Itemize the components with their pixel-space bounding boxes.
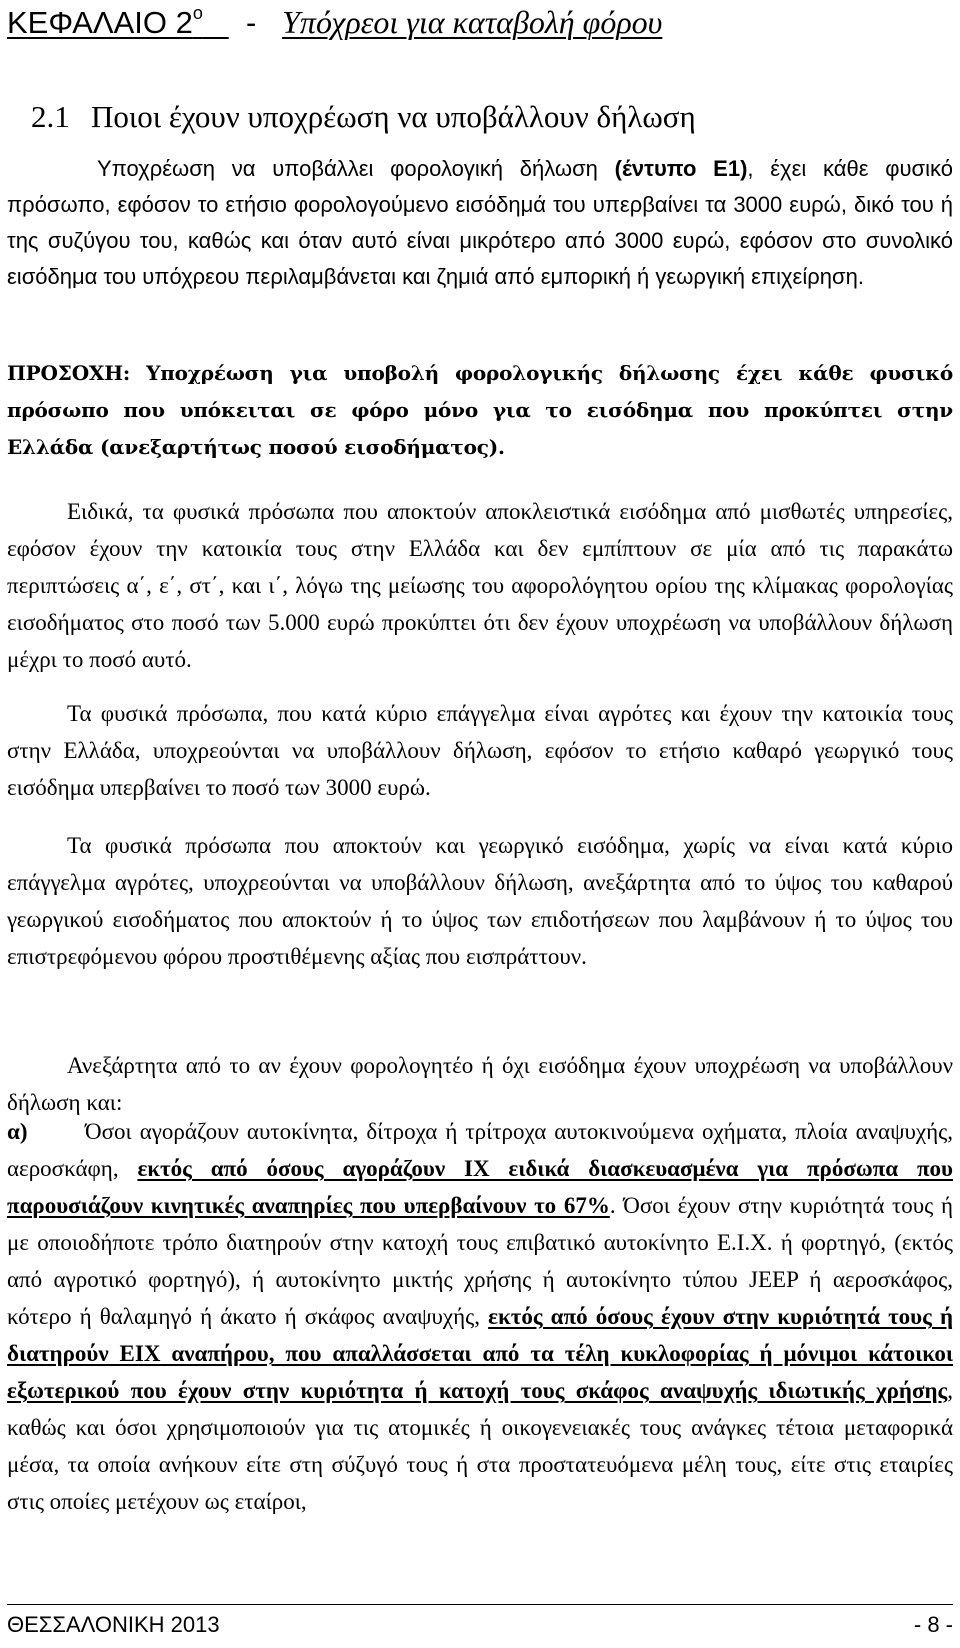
paragraph-agricultural-text: Τα φυσικά πρόσωπα που αποκτούν και γεωργικό εισόδημα, χωρίς να είναι κατά κύριο επάγγελμα αγρότες, υποχρεούνται να υποβάλλουν δήλωση, ανεξάρτητα από το ύψος του καθαρού γεωργικού εισοδήματος που αποκτούν ή το ύψος των επιδοτήσεων που λαμβάνουν ή το ύψος του επιστρεφόμενου φόρου προστιθέμενης αξίας που εισπράττουν. — [7, 833, 953, 969]
paragraph-salaried-text: Ειδικά, τα φυσικά πρόσωπα που αποκτούν αποκλειστικά εισόδημα από μισθωτές υπηρεσίες, εφόσον έχουν την κατοικία τους στην Ελλάδα και δεν εμπίπτουν σε μία από τις παρακάτω περιπτώσεις α΄, ε΄, στ΄, και ι΄, λόγω της μείωσης του αφορολόγητου ορίου της κλίμακας φορολογίας εισοδήματος στο ποσό των 5.000 ευρώ προκύπτει ότι δεν έχουν υποχρέωση να υποβάλλουν δήλωση μέχρι το ποσό αυτό. — [7, 499, 953, 672]
paragraph-text-cont: , έχει κάθε φυσικό πρόσωπο, εφόσον το ετήσιο φορολογούμενο εισόδημά του υπερβαίνει τα 3000 ευρώ, δικό του ή της συζύγου του, καθώς και όταν αυτό είναι μικρότερο από 3000 ευρώ, εφόσον στο συνολικό εισόδημα του υπόχρεου περιλαμβάνεται και ζημιά από εμπορική ή γεωργική επιχείρηση. — [7, 156, 953, 289]
exception-disabled-owners: εκτός από όσους έχουν στην κυριότητά τους ή διατηρούν ΕΙΧ αναπήρου, που απαλλάσσεται από τα τέλη κυκλοφορίας ή μόνιμοι κάτοικοι εξωτερικού που έχουν στην κυριότητα ή κατοχή τους σκάφος αναψυχής ιδιωτικής χρήσης — [7, 1304, 954, 1403]
chapter-dash: - — [245, 5, 257, 40]
list-item-text-cont: . Όσοι έχουν στην κυριότητά τους ή με οποιοδήποτε τρόπο διατηρούν στην κατοχή τους επιβατικό αυτοκίνητο Ε.Ι.Χ. ή φορτηγό, (εκτός από αγροτικό φορτηγό), ή αυτοκίνητο μικτής χρήσης ή αυτοκίνητο τύπου JEEP ή αεροσκάφος, κότερο ή θαλαμηγό ή άκατο ή σκάφος αναψυχής, — [7, 1193, 953, 1329]
chapter-subtitle: Υπόχρεοι για καταβολή φόρου — [282, 4, 663, 40]
paragraph-salaried — [7, 493, 953, 678]
paragraph-regardless — [7, 1047, 953, 1121]
warning-paragraph: ΠΡΟΣΟΧΗ: Υποχρέωση για υποβολή φορολογικής δήλωσης έχει κάθε φυσικό πρόσωπο που υπόκειται σε φόρο μόνο για το εισόδημα που προκύπτει στην Ελλάδα (ανεξαρτήτως ποσού εισοδήματος). — [7, 361, 953, 459]
chapter-label: ΚΕΦΑΛΑΙΟ 2 — [7, 5, 193, 40]
exception-disabled-vehicles: εκτός από όσους αγοράζουν ΙΧ ειδικά διασκευασμένα για πρόσωπα που παρουσιάζουν κινητικές αναπηρίες που υπερβαίνουν το 67% — [7, 1156, 953, 1218]
page-footer — [7, 1604, 953, 1641]
list-item-label: α) — [7, 1119, 28, 1144]
footer-city-year: ΘΕΣΣΑΛΟΝΙΚΗ 2013 — [7, 1612, 220, 1637]
paragraph-agricultural-income — [7, 827, 953, 975]
document-page — [7, 0, 953, 1648]
section-number: 2.1 — [31, 99, 70, 134]
form-e1-label: (έντυπο Ε1) — [614, 156, 748, 181]
list-item-text-end: , καθώς και όσοι χρησιμοποιούν για τις ατομικές ή οικογενειακές τους ανάγκες τέτοια μεταφορικά μέσα, τα οποία ανήκουν είτε στη σύζυγό τους ή στα προστατευόμενα μέλη τους, είτε στις εταιρίες στις οποίες μετέχουν ως εταίροι, — [7, 1378, 953, 1514]
paragraph-regardless-text: Ανεξάρτητα από το αν έχουν φορολογητέο ή όχι εισόδημα έχουν υποχρέωση να υποβάλλουν δήλωση και: — [7, 1053, 953, 1115]
paragraph-farmers-text: Τα φυσικά πρόσωπα, που κατά κύριο επάγγελμα είναι αγρότες και έχουν την κατοικία τους στην Ελλάδα, υποχρεούνται να υποβάλλουν δήλωση, εφόσον το ετήσιο καθαρό γεωργικό τους εισόδημα υπερβαίνει το ποσό των 3000 ευρώ. — [7, 701, 953, 800]
chapter-heading — [7, 2, 953, 43]
list-item-text: Όσοι αγοράζουν αυτοκίνητα, δίτροχα ή τρίτροχα αυτοκινούμενα οχήματα, πλοία αναψυχής, αεροσκάφη, — [7, 1119, 953, 1181]
footer-page-number: - 8 - — [913, 1612, 953, 1637]
chapter-superscript: ο — [192, 3, 203, 23]
paragraph-obligation — [7, 151, 953, 295]
list-item-a — [7, 1113, 953, 1520]
section-title: Ποιοι έχουν υποχρέωση να υποβάλλουν δήλωση — [91, 99, 696, 134]
paragraph-text: Υποχρέωση να υποβάλλει φορολογική δήλωση — [97, 156, 615, 181]
paragraph-farmers — [7, 695, 953, 806]
section-heading — [31, 97, 696, 137]
